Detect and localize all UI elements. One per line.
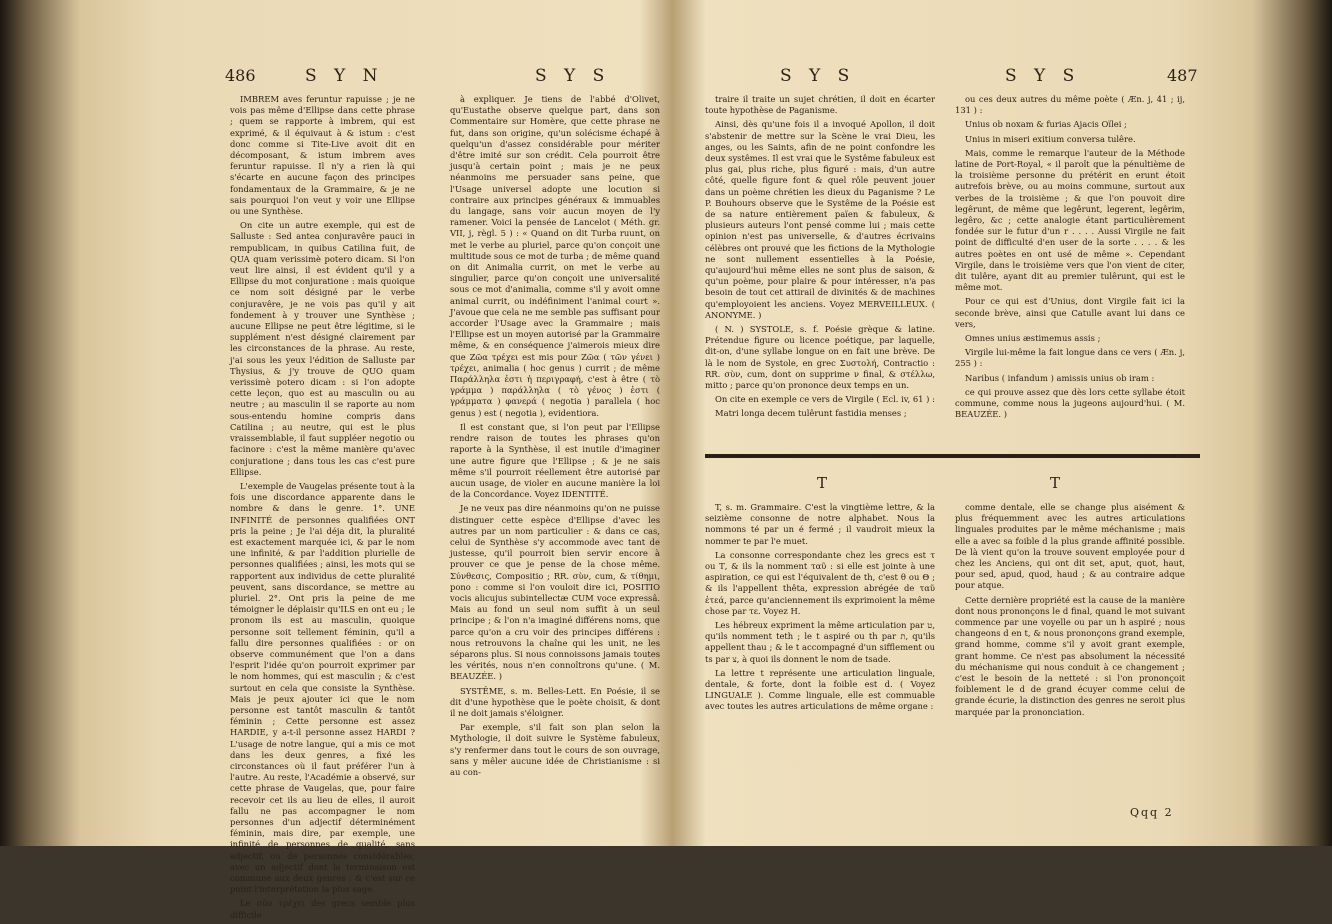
paragraph: Pour ce qui est d'Unius, dont Virgile fait ici la seconde brève, ainsi que Catulle avant lui dans ce vers, xyxy=(955,296,1185,329)
paragraph: Il est constant que, si l'on peut par l'Ellipse rendre raison de toutes les phrases qu'on raporte à la Synthèse, il est inutile d'imaginer une autre figure que l'Ellipse ; & je ne sais même s'il pourroit réellement être autorisé par aucun usage, de violer en aucune manière la loi de la Concordance. Voyez IDENTITÉ. xyxy=(450,421,660,500)
signature-mark: Qqq 2 xyxy=(1130,806,1174,819)
paragraph: Par exemple, s'il fait son plan selon la Mythologie, il doit suivre le Système fabuleux, s'y renfermer dans tout le cours de son ouvrage, sans y mêler aucune idée de Christianisme : si au con- xyxy=(450,722,660,777)
paragraph: Cette dernière propriété est la cause de la manière dont nous prononçons le d final, quand le mot suivant commence par une voyelle ou par un h aspiré ; nous changeons d en t, & nous prononçons grand exemple, grand homme, comme s'il y avoit grant exemple, grant homme. Ce n'est pas absolument la nécessité du méchanisme qui nous conduit à ce changement ; c'est le besoin de la netteté : si l'on prononçoit foiblement le d de grand écuyer comme celui de grande écurie, la distinction des genres ne seroit plus marquée par la prononciation. xyxy=(955,594,1185,717)
section-letter: T xyxy=(1050,474,1061,492)
paragraph: à expliquer. Je tiens de l'abbé d'Olivet, qu'Eustathe observe quelque part, dans son Commentaire sur Homère, que cette phrase ne fut, dans son origine, qu'un solécisme échapé à quelqu'un d'assez considérable pour mériter d'être imité sur son crédit. Cela pourroit être jusqu'à certain point ; mais je ne peux néanmoins me persuader sans peine, que l'Usage universel adopte une locution si contraire aux principes généraux & immuables du langage, sans voir aucun moyen de l'y ramener. Voici la pensée de Lancelot ( Méth. gr. VII, j, règl. 5 ) : « Quand on dit Turba ruunt, on met le verbe au pluriel, parce qu'on conçoit une multitude sous ce mot de turba ; de même quand on dit Animalia currit, on met le verbe au singulier, parce qu'on conçoit une universalité sous ce mot d'animalia, comme s'il y avoit omne animal currit, ou indéfiniment l'animal court ». J'avoue que cela ne me semble pas suffisant pour accorder l'Usage avec la Grammaire ; mais l'Ellipse est un moyen autorisé par la Grammaire même, & en conséquence j'aimerois mieux dire que Ζῶα τρέχει est mis pour Ζῶα ( τῶν γένει ) τρέχει, animalia ( hoc genus ) currit ; de même Παράλληλα ἐστι ἡ περιγραφή, c'est à être ( τὸ γράμμα ) παράλληλα ( τὸ γένος ) ἐστι ( γράμματα ) φανερά ( negotia ) parallela ( hoc genus ) est ( negotia ), evidentiora. xyxy=(450,94,660,418)
page-number: 486 xyxy=(225,66,256,85)
text-column xyxy=(450,94,660,781)
page-number: 487 xyxy=(1167,66,1198,85)
text-column xyxy=(955,502,1185,802)
paragraph: Unius in miseri exitium conversa tulêre. xyxy=(965,133,1136,144)
paragraph: T, s. m. Grammaire. C'est la vingtième lettre, & la seizième consonne de notre alphabet. Nous la nommons té par un é fermé ; il vaudroit mieux la nommer te par l'e muet. xyxy=(705,502,935,546)
paragraph: ou ces deux autres du même poète ( Æn. j, 41 ; ij, 131 ) : xyxy=(955,94,1185,116)
paragraph: Mais, comme le remarque l'auteur de la Méthode latine de Port-Royal, « il paroît que la pénultième de la troisième personne du prétérit en erunt étoit autrefois brève, ou au moins commune, surtout aux verbes de la troisième ; & que l'on pouvoit dire legêrunt, de même que legêrunt, legerent, legêrim, legêro, &c ; cette analogie étant particulièrement fondée sur le futur d'un r . . . . Aussi Virgile ne fait point de difficulté d'en user de la sorte . . . . & les autres poètes en ont usé de même ». Cependant Virgile, dans le troisième vers que l'on vient de citer, dit tulêre, ayant dit au premier tulêrunt, qui est le même mot. xyxy=(955,147,1185,293)
paragraph: Virgile lui-même la fait longue dans ce vers ( Æn. j, 255 ) : xyxy=(955,347,1185,369)
left-page xyxy=(150,44,675,920)
text-column xyxy=(955,94,1185,439)
paragraph: IMBREM aves feruntur rapuisse ; je ne vois pas même d'Ellipse dans cette phrase ; quem se rapporte à imbrem, qui est exprimé, & il équivaut à & istum : c'est donc comme si Tite-Live avoit dit en décomposant, & istum imbrem aves feruntur rapuisse. Il n'y a rien là qui s'écarte en aucune façon des principes fondamentaux de la Grammaire, & je ne sais pourquoi l'on veut y voir une Ellipse ou une Synthèse. xyxy=(230,94,415,217)
paragraph: La consonne correspondante chez les grecs est τ ou Τ, & ils la nomment ταῦ : si elle est jointe à une aspiration, ce qui est l'équivalent de th, c'est θ ou Θ ; & ils l'appellent thêta, expression abrégée de ταῦ ἐτεά, parce qu'anciennement ils exprimoient la même chose par τε. Voyez H. xyxy=(705,549,935,616)
paragraph: Unius ob noxam & furias Ajacis Oïlei ; xyxy=(965,119,1127,130)
paragraph: traire il traite un sujet chrétien, il doit en écarter toute hypothèse de Paganisme. xyxy=(705,94,935,116)
paragraph: Naribus ( infandum ) amissis unius ob iram : xyxy=(965,372,1155,383)
paragraph: Je ne veux pas dire néanmoins qu'on ne puisse distinguer cette espèce d'Ellipse d'avec les autres par un nom particulier : & dans ce cas, celui de Synthèse s'y accommode avec tant de justesse, qu'il pourroit bien servir encore à prouver ce que je pense de la chose même. Σύνθεσις, Compositio ; RR. σὺν, cum, & τίθημι, pono : comme si l'on vouloit dire ici, POSITIO vocis alicujus subintellectæ CUM voce expressâ. Mais au fond un seul nom suffit à un seul principe ; & l'on n'a imaginé différens noms, que parce qu'on a cru voir des principes différens : nous retrouvons la chaîne qui les unit, ne les séparons plus. Si nous connoissons jamais toutes les vérités, nous n'en connoîtrons qu'une. ( M. BEAUZÉE. ) xyxy=(450,503,660,682)
running-head: S Y S xyxy=(780,66,856,86)
right-page xyxy=(705,44,1230,834)
paragraph: ( N. ) SYSTOLE, s. f. Poésie grèque & latine. Prétendue figure ou licence poétique, par laquelle, dit-on, d'une syllabe longue on en fait une brève. De là le nom de Systole, en grec Συστολή, Contractio : RR. σὺν, cum, dont on supprime ν final, & στέλλω, mitto ; parce qu'on prononce deux temps en un. xyxy=(705,324,935,391)
paragraph: On cite un autre exemple, qui est de Salluste : Sed antea conjuravêre pauci in rempublicam, in quibus Catilina fuit, de QUA quam verissimè potero dicam. Si l'on veut lire ainsi, il est évident qu'il y a Ellipse du mot conjuratione : mais quoique ce nom soit désigné par le verbe conjuravêre, je ne vois pas qu'il y ait fondement à y trouver une Synthèse ; aucune Ellipse ne peut être légitime, si le supplément n'est désigné clairement par les circonstances de la phrase. Au reste, j'ai sous les yeux l'édition de Salluste par Thysius, & j'y trouve de QUO quam verissimè potero dicam : si l'on adopte cette leçon, quo est au masculin ou au neutre ; au masculin il se raporte au nom sous-entendu homine compris dans Catilina ; au neutre, qui est le plus vraissemblable, il faut suppléer negotio ou facinore : c'est la même manière qu'avec conjuratione ; dans tous les cas c'est pure Ellipse. xyxy=(230,220,415,477)
text-column xyxy=(230,94,415,924)
paragraph: Omnes unius æstimemus assis ; xyxy=(965,333,1101,344)
paragraph: Le σὺν τρέχει des grecs semble plus difficile xyxy=(230,898,415,920)
paragraph: La lettre t représente une articulation linguale, dentale, & forte, dont la foible est d. ( Voyez LINGUALE ). Comme linguale, elle est commuable avec toutes les autres articulations de même organe : xyxy=(705,667,935,712)
paragraph: On cite en exemple ce vers de Virgile ( Ecl. iv, 61 ) : xyxy=(715,394,935,405)
paragraph: ce qui prouve assez que dès lors cette syllabe étoit commune, comme nous la jugeons aujourd'hui. ( M. BEAUZÉE. ) xyxy=(955,386,1185,420)
paragraph: Matri longa decem tulêrunt fastidia menses ; xyxy=(715,408,907,419)
text-column xyxy=(705,94,935,439)
running-head: S Y N xyxy=(305,66,384,86)
running-head: S Y S xyxy=(535,66,611,86)
section-rule xyxy=(705,454,1200,458)
paragraph: SYSTÊME, s. m. Belles-Lett. En Poésie, il se dit d'une hypothèse que le poète choisit, & dont il ne doit jamais s'éloigner. xyxy=(450,685,660,718)
section-letter: T xyxy=(817,474,828,492)
text-column xyxy=(705,502,935,802)
paragraph: L'exemple de Vaugelas présente tout à la fois une discordance apparente dans le nombre & dans le genre. 1°. UNE INFINITÉ de personnes qualifiées ONT pris la peine ; Je l'ai déja dit, la pluralité est exactement marquée ici, & par le nom une infinité, & par l'addition plurielle de personnes qualifiées ; ainsi, les mots qui se rapportent aux individus de cette pluralité peuvent, sans discordance, se mettre au pluriel. 2°. Ont pris la peine de me témoigner le déplaisir qu'ILS en ont eu ; le pronom ils est au masculin, quoique personne soit tellement féminin, qu'il a fallu dire personnes qualifiées : or on observe communément que l'on a dans l'esprit l'idée qu'on pourroit exprimer par le nom hommes, qui est masculin ; & c'est surtout en cela que consiste la Synthèse. Mais je peux ajouter ici que le nom personne est tantôt masculin & tantôt féminin ; Cette personne est assez HARDIE, y a-t-il personne assez HARDI ? L'usage de notre langue, qui a mis ce mot dans les deux genres, a fixé les circonstances où il faut préférer l'un à l'autre. Au reste, l'Académie a observé, sur cette phrase de Vaugelas, que, pour faire recevoir cet ils au lieu de elles, il auroit fallu ne pas accompagner le nom personnes d'un adjectif déterminément féminin, mais dire, par exemple, une infinité de personnes de qualité, sans adjectif, ou de personnes considérables, avec un adjectif dont la terminaison est commune aux deux genres : & c'est sur ce point l'interprétation la plus sage. xyxy=(230,480,415,895)
paragraph: comme dentale, elle se change plus aisément & plus fréquemment avec les autres articulations linguales produites par le même méchanisme ; mais elle a avec sa foible d la plus grande affinité possible. De là vient qu'on la trouve souvent employée pour d chez les Anciens, qui ont dit set, aput, quot, haut, pour sed, apud, quod, haud ; & au contraire adque pour atque. xyxy=(955,502,1185,591)
paragraph: Ainsi, dès qu'une fois il a invoqué Apollon, il doit s'abstenir de mettre sur la Scène le vrai Dieu, les anges, ou les Saints, afin de ne point confondre les deux systêmes. Il est vrai que le Systême fabuleux est plus gai, plus riche, plus figuré : mais, d'un autre côté, quelle figure font & quel rôle peuvent jouer dans un poème chrétien les dieux du Paganisme ? Le P. Bouhours observe que le Systême de la Poésie est de sa nature entièrement païen & fabuleux, & plusieurs auteurs l'ont pensé comme lui ; mais cette opinion n'est pas universelle, & d'autres écrivains célèbres ont prouvé que les fictions de la Mythologie ne sont nullement essentielles à la Poésie, qu'aujourd'hui même elles ne sont plus de saison, & qu'un poème, pour plaire & pour intéresser, n'a pas besoin de tout cet attirail de divinités & de machines qu'employoient les anciens. Voyez MERVEILLEUX. ( ANONYME. ) xyxy=(705,119,935,320)
running-head: S Y S xyxy=(1005,66,1081,86)
paragraph: Les hébreux expriment la même articulation par ט, qu'ils nomment teth ; le t aspiré ou th par ת, qu'ils appellent thau ; & le t accompagné d'un sifflement ou ts par צ, à quoi ils donnent le nom de tsade. xyxy=(705,620,935,664)
